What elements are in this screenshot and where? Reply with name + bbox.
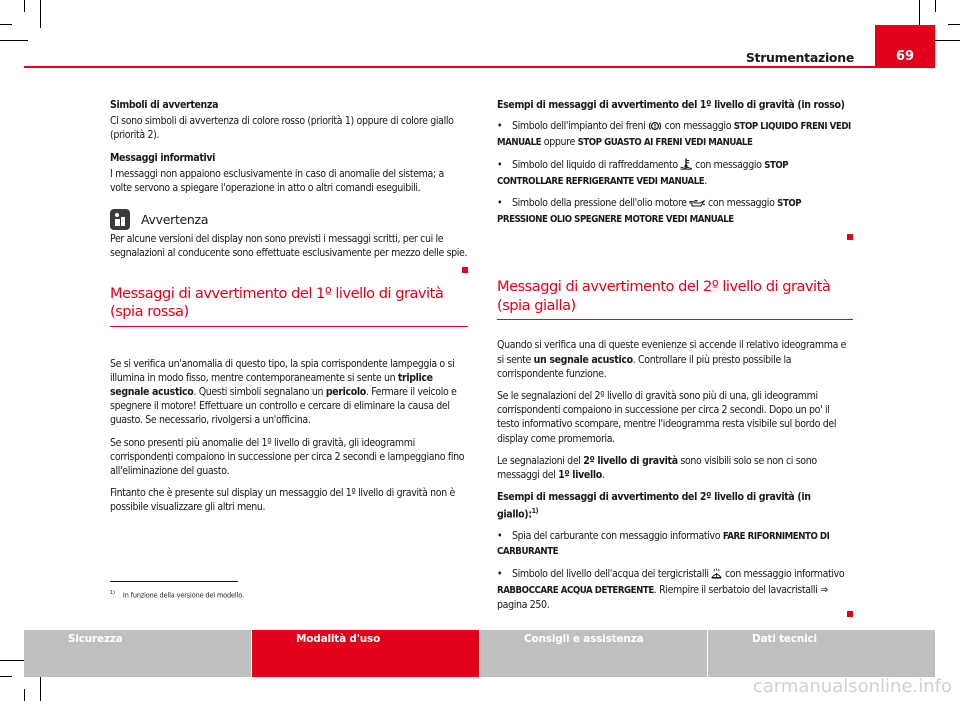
- text-run: con messaggio: [692, 158, 765, 171]
- crop-mark: [40, 0, 41, 28]
- text-run: Spia del carburante con messaggio informativo: [512, 530, 723, 543]
- display-message: STOP LIQUIDO FRENI VEDI MANUALE: [497, 121, 851, 149]
- display-message: RABBOCCARE ACQUA DETERGENTE: [497, 584, 654, 596]
- crop-mark: [0, 676, 12, 677]
- subheading-esempi-rossi: Esempi di messaggi di avvertimento del 1º livello di gravità (in rosso): [497, 99, 845, 111]
- running-header-title: Strumentazione: [745, 50, 854, 65]
- text-run: Quando si verifica una di queste evenienze si accende il relativo ideogramma e si sente: [497, 339, 847, 366]
- info-note-icon: [110, 209, 130, 230]
- warning-text-body: Per alcune versioni del display non sono previsti i messaggi scritti, per cui le segnalazioni al conducente sono effettuate esclusivamente per mezzo delle spie.: [110, 233, 468, 260]
- subheading-messaggi-informativi: Messaggi informativi: [110, 151, 216, 164]
- section-end-marker: [847, 234, 853, 240]
- text-emphasis: triplice segnale acustico: [110, 371, 433, 399]
- coolant-temperature-icon: [680, 158, 692, 174]
- tab-consigli-assistenza[interactable]: Consigli e assistenza: [480, 630, 707, 677]
- paragraph-level2-visibility: [497, 454, 853, 482]
- section-end-row: [497, 234, 853, 244]
- crop-mark: [24, 689, 25, 701]
- text-run: Esempi di messaggi di avvertimento del 2º livello di gravità (in giallo):: [497, 491, 811, 521]
- footnote-marker: 1): [110, 590, 115, 596]
- text-run: .: [601, 469, 605, 482]
- footer-section-tabs: [24, 630, 935, 677]
- text-run: .: [704, 174, 707, 187]
- list-item: [497, 196, 853, 227]
- tab-sicurezza[interactable]: Sicurezza: [24, 630, 251, 677]
- paragraph-level1-intro: [110, 357, 468, 428]
- footnote-text: In funzione della versione del modello.: [122, 590, 244, 600]
- tab-modalita-uso[interactable]: Modalità d'uso: [252, 630, 479, 677]
- display-message: FARE RIFORNIMENTO DI CARBURANTE: [497, 531, 830, 558]
- list-item: [497, 567, 853, 613]
- footnote-rule: [110, 581, 238, 582]
- crop-mark: [935, 0, 936, 12]
- list-item: [497, 158, 853, 189]
- text-run: Simbolo dell'impianto dei freni: [512, 120, 649, 133]
- paragraph-level2-multiple: Se le segnalazioni del 2º livello di gravità sono più di una, gli ideogrammi corrispondenti compaiono in successione per circa 2 secondi. Dopo un po' il testo informativo scompare, mentre l'ideogramma resta visibile sul bordo del display come promemoria.: [497, 390, 837, 445]
- subheading-esempi-gialli: [497, 490, 853, 522]
- warning-box-header: [110, 209, 468, 230]
- warning-text: [110, 232, 468, 260]
- text-run: Simbolo del livello dell'acqua dei tergicristalli: [512, 567, 712, 580]
- paragraph-level1-multiple: Se sono presenti più anomalie del 1º livello di gravità, gli ideogrammi corrispondenti compaiono in successione per circa 2 secondi e lampeggiano fino all'eliminazione del guasto.: [110, 436, 465, 478]
- crop-mark: [24, 0, 25, 12]
- list-item: [497, 119, 853, 150]
- crop-mark: [948, 24, 960, 25]
- text-run: . Riempire il serbatoio del lavacristalli ⇒ pagina 250.: [497, 583, 828, 611]
- bullet-dot: •: [497, 158, 503, 171]
- display-message: STOP CONTROLLARE REFRIGERANTE VEDI MANUALE: [497, 159, 789, 187]
- section-end-marker: [847, 611, 853, 617]
- section-title-level2: Messaggi di avvertimento del 2º livello di gravità (spia gialla): [497, 278, 853, 320]
- watermark: carmanualsonline.info: [752, 676, 952, 697]
- text-run: . Questi simboli segnalano un: [193, 386, 326, 399]
- tab-dati-tecnici[interactable]: Dati tecnici: [708, 630, 935, 677]
- text-run: Simbolo del liquido di raffreddamento: [512, 158, 681, 171]
- text-run: oppure: [541, 136, 578, 149]
- left-column: [110, 98, 468, 523]
- paragraph-level2-intro: [497, 338, 853, 381]
- text-run: sono visibili solo se non ci sono messaggi del: [497, 454, 817, 482]
- crop-mark: [0, 40, 28, 41]
- list-item: [497, 529, 853, 559]
- text-emphasis: 1º livello: [558, 469, 602, 482]
- header-rule: [24, 66, 875, 68]
- text-run: . Controllare il più presto possibile la corrispondente funzione.: [497, 353, 792, 380]
- text-run: con messaggio: [705, 197, 778, 210]
- page-number: 69: [875, 25, 935, 68]
- display-message: STOP PRESSIONE OLIO SPEGNERE MOTORE VEDI MANUALE: [497, 198, 802, 226]
- section-end-row: [497, 619, 853, 627]
- bullet-dot: •: [497, 530, 503, 543]
- paragraph-messaggi-informativi: I messaggi non appaiono esclusivamente in caso di anomalie del sistema; a volte servono a spiegare l'operazione in atto o altri comandi eseguibili.: [110, 167, 444, 195]
- text-run: con messaggio informativo: [722, 567, 845, 580]
- display-message: STOP GUASTO AI FRENI VEDI MANUALE: [577, 137, 753, 149]
- bullet-dot: •: [497, 567, 503, 580]
- footnote-reference[interactable]: 1): [531, 507, 539, 516]
- subheading-simboli: Simboli di avvertenza: [110, 99, 219, 111]
- right-column: [497, 98, 853, 627]
- paragraph-level1-menu: Fintanto che è presente sul display un messaggio del 1º livello di gravità non è possibile visualizzare gli altri menu.: [110, 487, 455, 514]
- text-emphasis: un segnale acustico: [533, 353, 633, 366]
- text-run: Se si verifica un'anomalia di questo tipo, la spia corrispondente lampeggia o si illumina in modo fisso, mentre contemporaneamente si sente un: [110, 357, 455, 384]
- text-run: Simbolo della pressione dell'olio motore: [512, 197, 690, 210]
- footnote: [110, 590, 244, 599]
- bullet-dot: •: [497, 120, 503, 133]
- oil-pressure-icon: [689, 198, 705, 212]
- brake-system-icon: [648, 121, 662, 135]
- text-run: Le segnalazioni del: [497, 454, 584, 467]
- washer-fluid-icon: [711, 568, 722, 583]
- section-title-level1: Messaggi di avvertimento del 1º livello di gravità (spia rossa): [110, 285, 468, 327]
- text-run: . Fermare il veicolo e spegnere il motore! Effettuare un controllo e cercare di eliminare la causa del guasto. Se necessario, rivolgersi a un'officina.: [110, 386, 457, 427]
- crop-mark: [919, 0, 920, 28]
- paragraph-simboli: Ci sono simboli di avvertenza di colore rosso (priorità 1) oppure di colore giallo (priorità 2).: [110, 115, 454, 142]
- warning-title: Avvertenza: [141, 211, 209, 227]
- bullet-dot: •: [497, 197, 503, 210]
- text-run: con messaggio: [662, 120, 734, 133]
- section-end-marker: [462, 267, 468, 273]
- crop-mark: [932, 40, 960, 41]
- text-emphasis: pericolo: [325, 386, 366, 399]
- crop-mark: [40, 673, 41, 701]
- text-emphasis: 2º livello di gravità: [583, 454, 678, 467]
- crop-mark: [0, 24, 12, 25]
